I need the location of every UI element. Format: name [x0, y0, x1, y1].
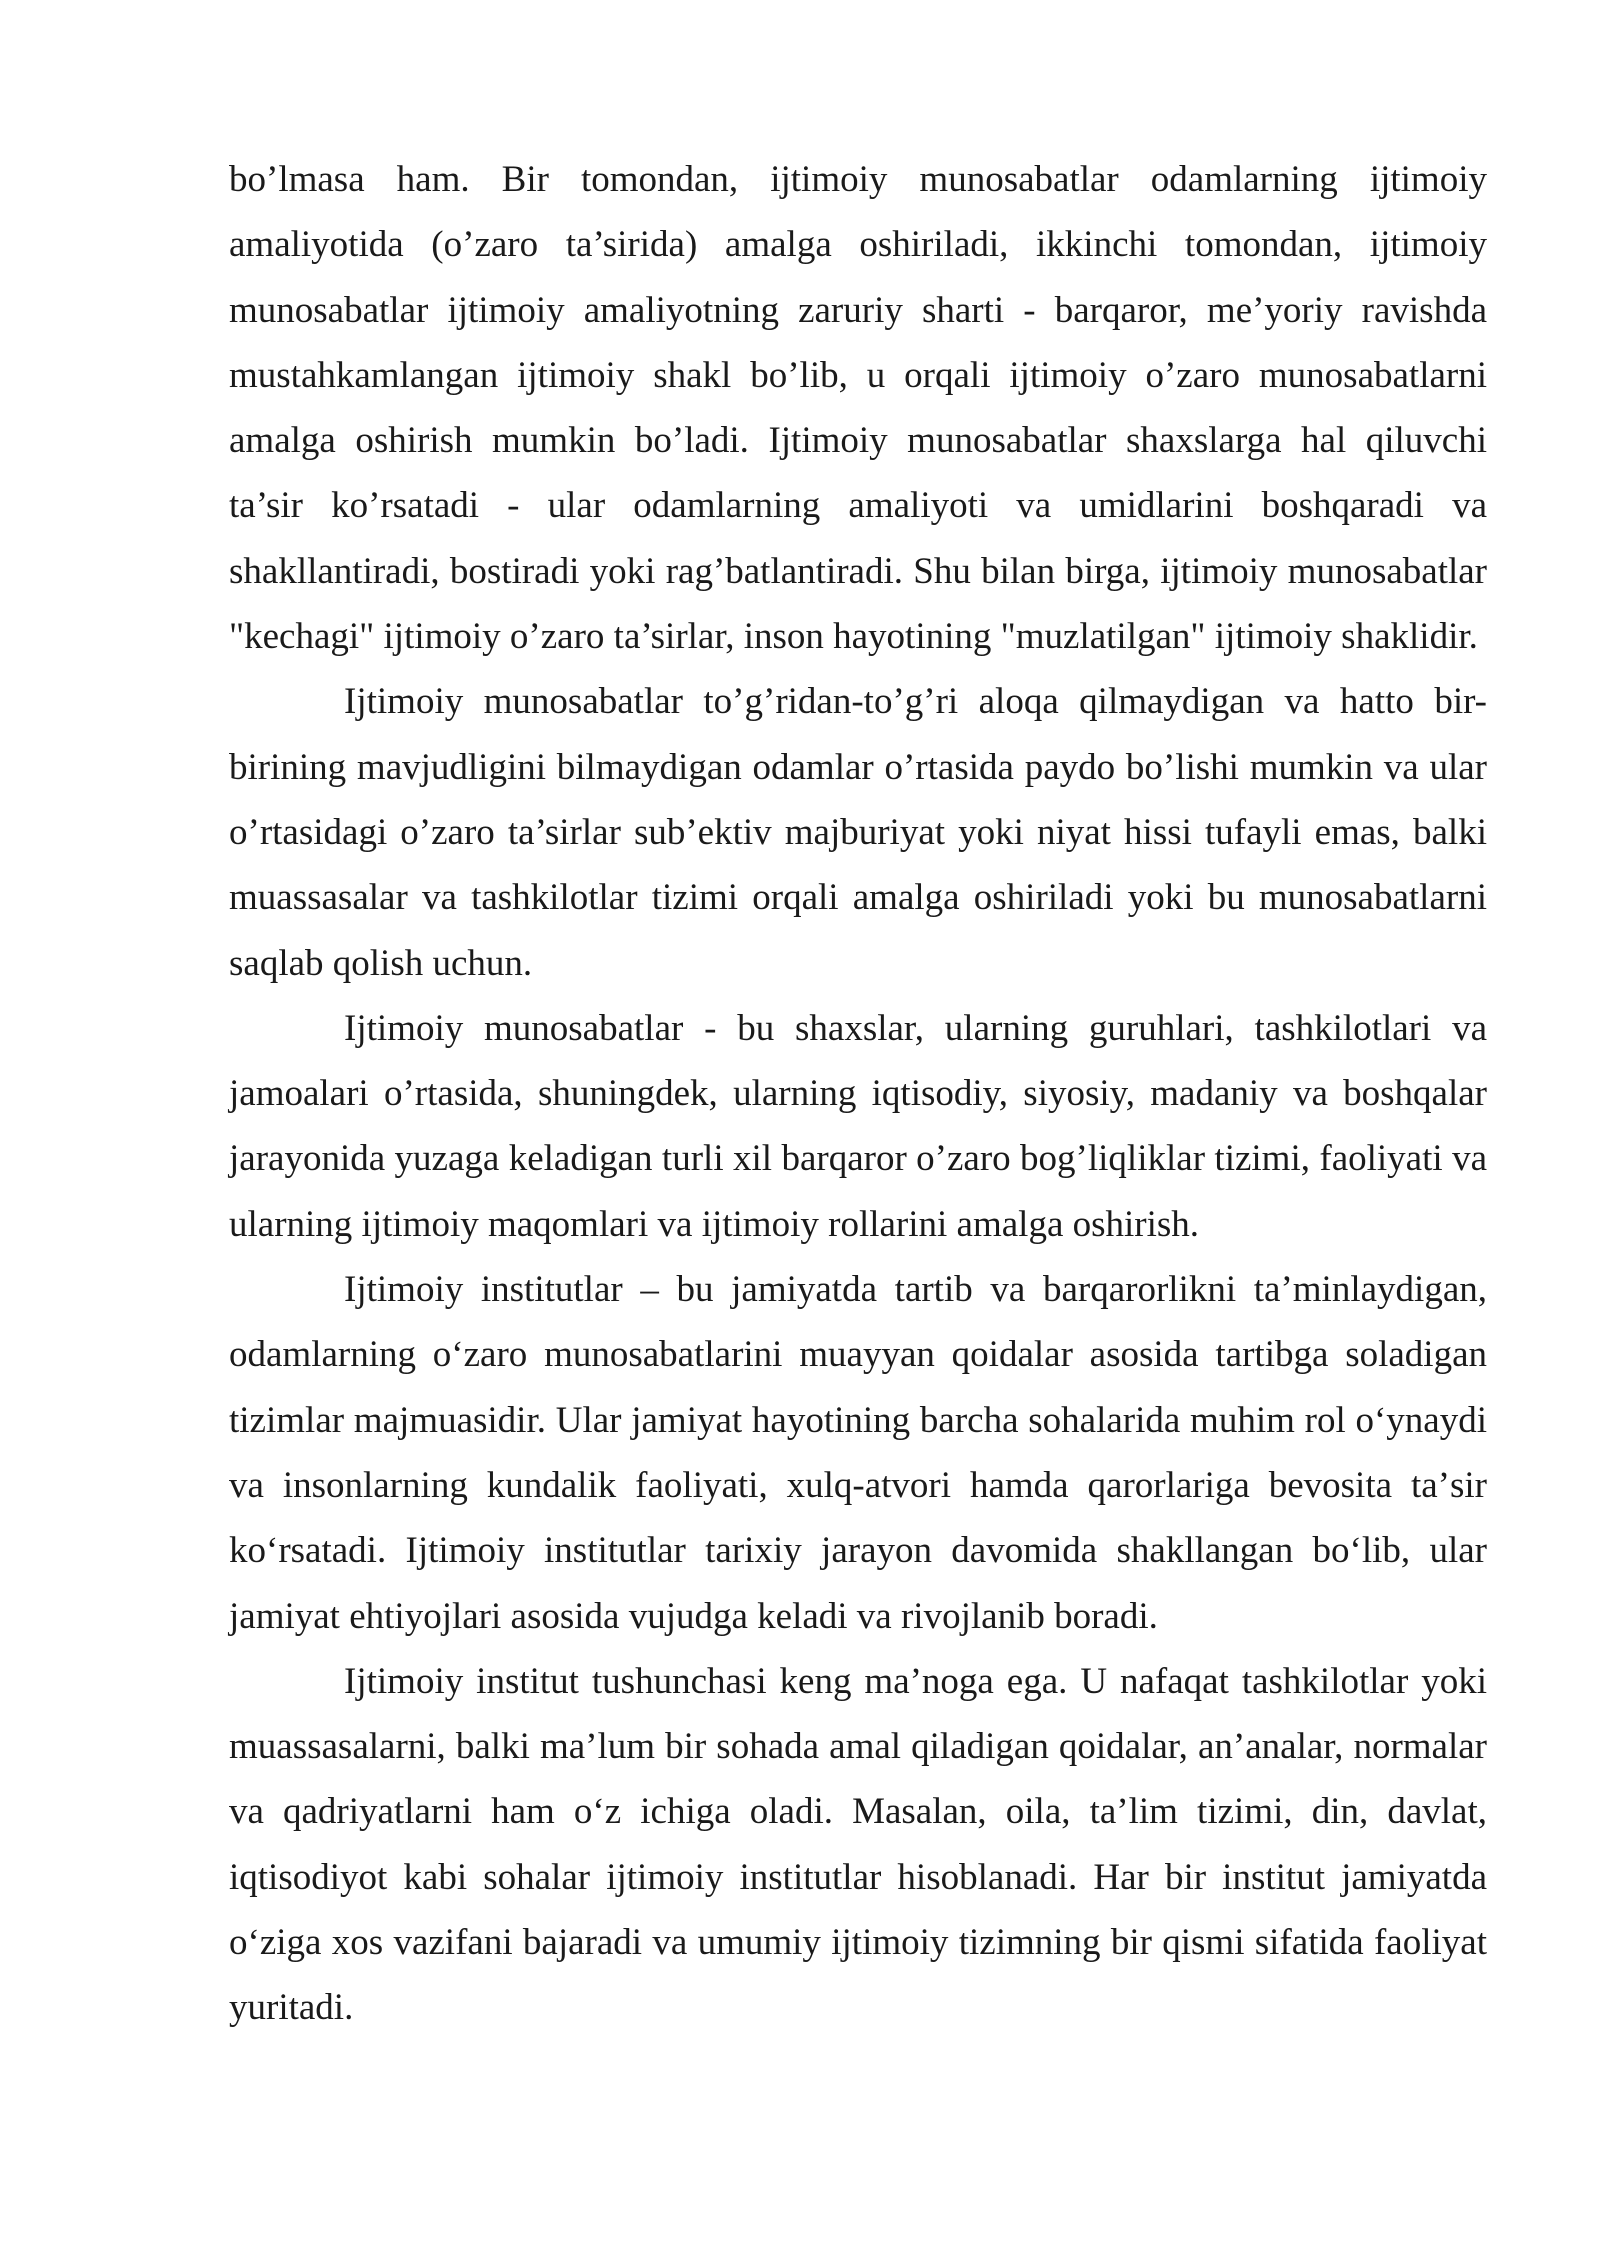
paragraph-3: Ijtimoiy munosabatlar - bu shaxslar, ularning guruhlari, tashkilotlari va jamoalari o’rtasida, shuningdek, ularning iqtisodiy, siyosiy, madaniy va boshqalar jarayonida yuzaga keladigan turli xil barqaror o’zaro bog’liqliklar tizimi, faoliyati va ularning ijtimoiy maqomlari va ijtimoiy rollarini amalga oshirish.	[229, 1007, 1487, 1245]
paragraph-2: Ijtimoiy munosabatlar to’g’ridan-to’g’ri aloqa qilmaydigan va hatto bir-birining mavjudligini bilmaydigan odamlar o’rtasida paydo bo’lishi mumkin va ular o’rtasidagi o’zaro ta’sirlar sub’ektiv majburiyat yoki niyat hissi tufayli emas, balki muassasalar va tashkilotlar tizimi orqali amalga oshiriladi yoki bu munosabatlarni saqlab qolish uchun.	[229, 681, 1487, 984]
paragraph-4: Ijtimoiy institutlar – bu jamiyatda tartib va barqarorlikni ta’minlaydigan, odamlarning oʻzaro munosabatlarini muayyan qoidalar asosida tartibga soladigan tizimlar majmuasidir. Ular jamiyat hayotining barcha sohalarida muhim rol oʻynaydi va insonlarning kundalik faoliyati, xulq-atvori hamda qarorlariga bevosita taʼsir koʻrsatadi. Ijtimoiy institutlar tarixiy jarayon davomida shakllangan boʻlib, ular jamiyat ehtiyojlari asosida vujudga keladi va rivojlanib boradi.	[229, 1269, 1487, 1637]
document-body	[229, 147, 1487, 2041]
paragraph-5: Ijtimoiy institut tushunchasi keng maʼnoga ega. U nafaqat tashkilotlar yoki muassasalarni, balki maʼlum bir sohada amal qiladigan qoidalar, anʼanalar, normalar va qadriyatlarni ham oʻz ichiga oladi. Masalan, oila, taʼlim tizimi, din, davlat, iqtisodiyot kabi sohalar ijtimoiy institutlar hisoblanadi. Har bir institut jamiyatda oʻziga xos vazifani bajaradi va umumiy ijtimoiy tizimning bir qismi sifatida faoliyat yuritadi.	[229, 1660, 1487, 2029]
paragraph-1: bo’lmasa ham. Bir tomondan, ijtimoiy munosabatlar odamlarning ijtimoiy amaliyotida (o’zaro ta’sirida) amalga oshiriladi, ikkinchi tomondan, ijtimoiy munosabatlar ijtimoiy amaliyotning zaruriy sharti - barqaror, me’yoriy ravishda mustahkamlangan ijtimoiy shakl bo’lib, u orqali ijtimoiy o’zaro munosabatlarni amalga oshirish mumkin bo’ladi. Ijtimoiy munosabatlar shaxslarga hal qiluvchi ta’sir ko’rsatadi - ular odamlarning amaliyoti va umidlarini boshqaradi va shakllantiradi, bostiradi yoki rag’batlantiradi. Shu bilan birga, ijtimoiy munosabatlar "kechagi" ijtimoiy o’zaro ta’sirlar, inson hayotining "muzlatilgan" ijtimoiy shaklidir.	[229, 159, 1487, 658]
